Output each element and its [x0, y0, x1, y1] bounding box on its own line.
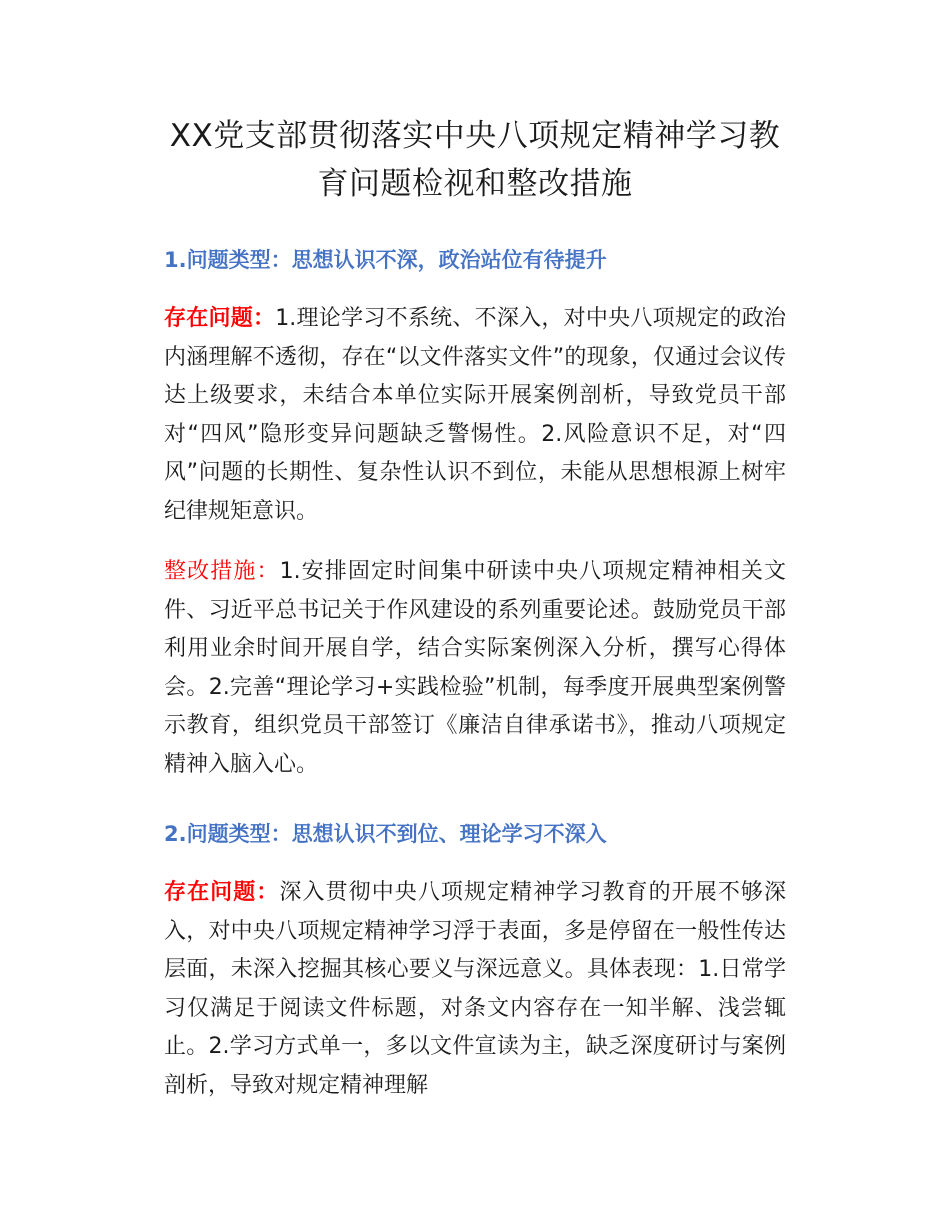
section-1-heading: 1.问题类型：思想认识不深，政治站位有待提升	[164, 248, 607, 272]
section-1	[164, 242, 786, 784]
problem-label: 存在问题：	[164, 306, 276, 331]
problem-label: 存在问题：	[164, 880, 280, 905]
section-2	[164, 816, 786, 1105]
measure-text: 1.安排固定时间集中研读中央八项规定精神相关文件、习近平总书记关于作风建设的系列重要论述。鼓励党员干部利用业余时间开展自学，结合实际案例深入分析，撰写心得体会。2.完善“理论学习+实践检验”机制，每季度开展典型案例警示教育，组织党员干部签订《廉洁自律承诺书》，推动八项规定精神入脑入心。	[164, 559, 786, 777]
section-1-measures	[164, 553, 786, 784]
document-title: XX党支部贯彻落实中央八项规定精神学习教育问题检视和整改措施	[169, 118, 781, 202]
measure-label: 整改措施：	[164, 559, 280, 584]
problem-text: 1.理论学习不系统、不深入，对中央八项规定的政治内涵理解不透彻，存在“以文件落实文件”的现象，仅通过会议传达上级要求，未结合本单位实际开展案例剖析，导致党员干部对“四风”隐形变异问题缺乏警惕性。2.风险意识不足，对“四风”问题的长期性、复杂性认识不到位，未能从思想根源上树牢纪律规矩意识。	[164, 306, 786, 524]
section-2-heading: 2.问题类型：思想认识不到位、理论学习不深入	[164, 822, 607, 846]
section-1-problem	[164, 300, 786, 531]
section-2-problem	[164, 874, 786, 1105]
problem-text: 深入贯彻中央八项规定精神学习教育的开展不够深入，对中央八项规定精神学习浮于表面，多是停留在一般性传达层面，未深入挖掘其核心要义与深远意义。具体表现：1.日常学习仅满足于阅读文件标题，对条文内容存在一知半解、浅尝辄止。2.学习方式单一，多以文件宣读为主，缺乏深度研讨与案例剖析，导致对规定精神理解	[164, 880, 786, 1098]
